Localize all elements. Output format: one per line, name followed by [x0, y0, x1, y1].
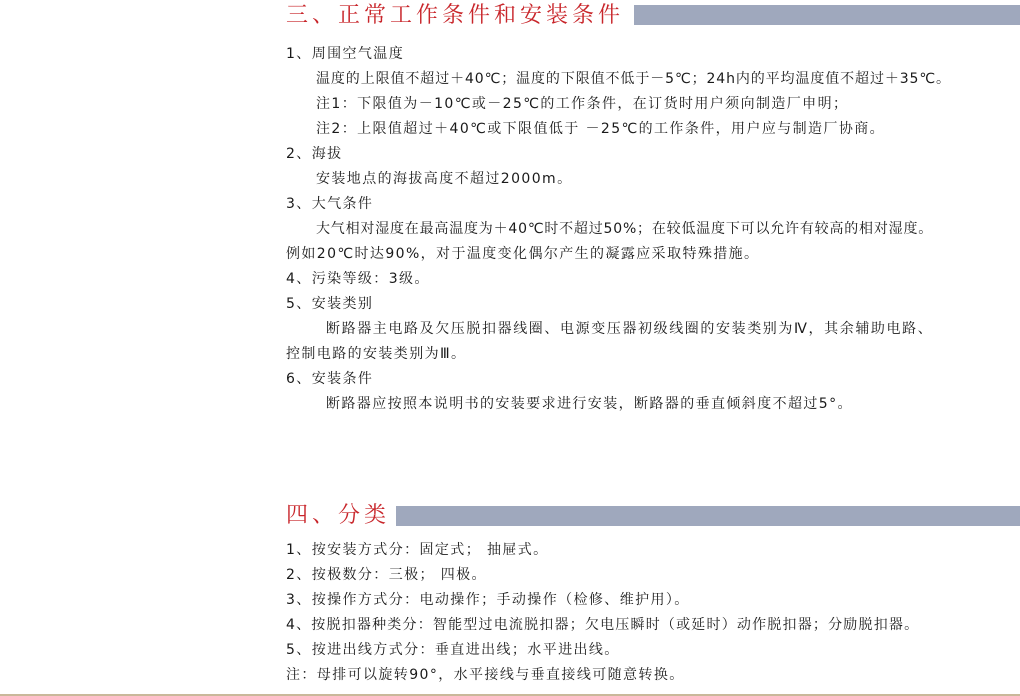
list-item: 5、安装类别 — [286, 296, 374, 312]
list-item: 2、按极数分：三极； 四极。 — [286, 567, 487, 583]
list-item: 控制电路的安装类别为Ⅲ。 — [286, 346, 467, 362]
list-item: 6、安装条件 — [286, 371, 374, 387]
list-item: 4、按脱扣器种类分：智能型过电流脱扣器；欠电压瞬时（或延时）动作脱扣器；分励脱扣器。 — [286, 617, 920, 633]
section-4-title: 四、分类 — [286, 503, 391, 528]
list-item: 注：母排可以旋转90°，水平接线与垂直接线可随意转换。 — [286, 667, 685, 683]
list-item: 安装地点的海拔高度不超过2000m。 — [316, 171, 573, 187]
list-item: 3、大气条件 — [286, 196, 374, 212]
list-item: 断路器应按照本说明书的安装要求进行安装，断路器的垂直倾斜度不超过5°。 — [326, 396, 853, 412]
list-item: 1、按安装方式分：固定式； 抽屉式。 — [286, 542, 549, 558]
list-item: 温度的上限值不超过＋40℃；温度的下限值不低于－5℃；24h内的平均温度值不超过＋35℃。 — [316, 71, 951, 87]
list-item: 4、污染等级：3级。 — [286, 271, 430, 287]
list-item: 例如20℃时达90%，对于温度变化偶尔产生的凝露应采取特殊措施。 — [286, 246, 760, 262]
list-item: 5、按进出线方式分：垂直进出线；水平进出线。 — [286, 642, 620, 658]
section-4-title-bar — [396, 506, 1020, 526]
list-item: 注2：上限值超过＋40℃或下限值低于 －25℃的工作条件，用户应与制造厂协商。 — [316, 121, 886, 137]
section-3-title-bar — [634, 5, 1020, 25]
list-item: 断路器主电路及欠压脱扣器线圈、电源变压器初级线圈的安装类别为Ⅳ，其余辅助电路、 — [326, 321, 934, 337]
list-item: 3、按操作方式分：电动操作；手动操作（检修、维护用）。 — [286, 592, 690, 608]
section-3-title: 三、正常工作条件和安装条件 — [286, 3, 625, 28]
list-item: 大气相对湿度在最高温度为＋40℃时不超过50%；在较低温度下可以允许有较高的相对湿度。 — [316, 221, 934, 237]
list-item: 注1：下限值为－10℃或－25℃的工作条件，在订货时用户须向制造厂申明； — [316, 96, 849, 112]
list-item: 1、周围空气温度 — [286, 46, 405, 62]
list-item: 2、海拔 — [286, 146, 343, 162]
